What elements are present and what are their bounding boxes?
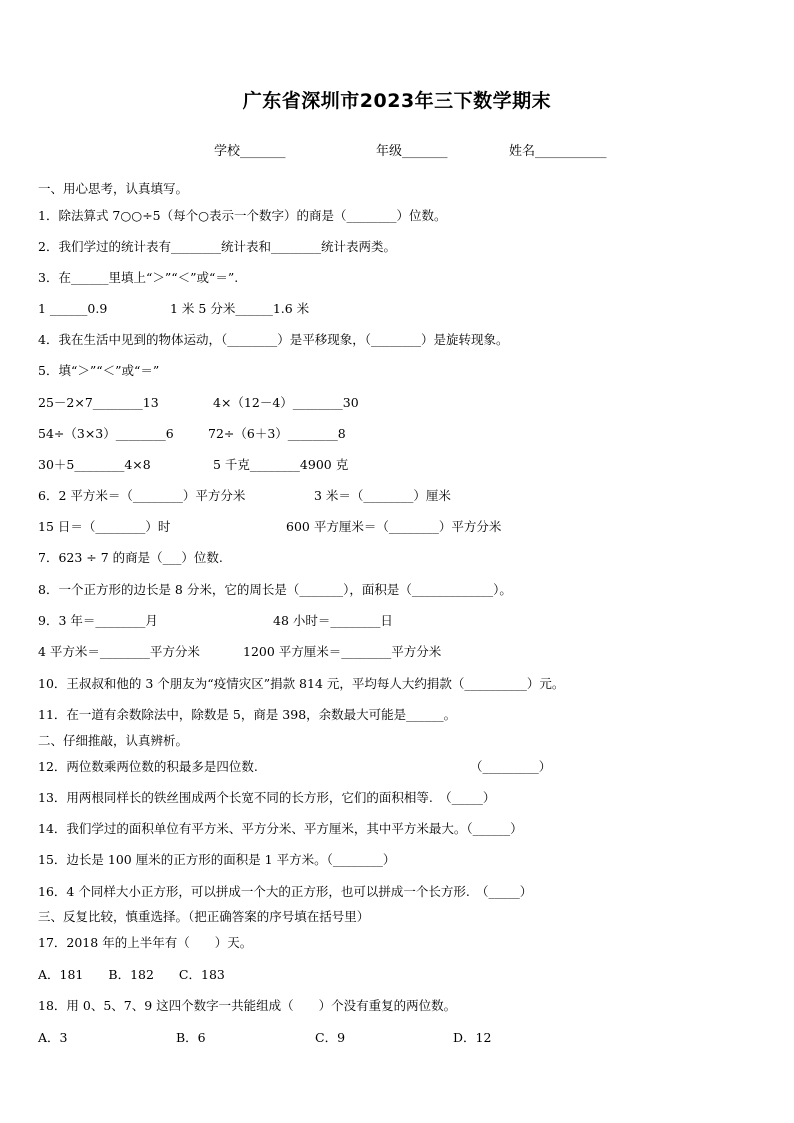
section-1-heading: 一、用心思考，认真填写。 bbox=[38, 181, 189, 196]
question-5c: 54÷（3×3）________6 bbox=[38, 426, 174, 441]
section-2-heading: 二、仔细推敲，认真辨析。 bbox=[38, 733, 189, 748]
question-14: 14．我们学过的面积单位有平方米、平方分米、平方厘米，其中平方米最大。（______） bbox=[38, 821, 523, 836]
question-5d: 72÷（6＋3）________8 bbox=[208, 426, 346, 441]
question-2: 2．我们学过的统计表有________统计表和________统计表两类。 bbox=[38, 239, 396, 254]
question-16: 16．4 个同样大小正方形，可以拼成一个大的正方形，也可以拼成一个长方形. （_____） bbox=[38, 884, 533, 899]
question-9d: 1200 平方厘米＝________平方分米 bbox=[243, 644, 442, 659]
section-3-heading: 三、反复比较，慎重选择。（把正确答案的序号填在括号里） bbox=[38, 909, 370, 924]
question-18-option-b: B．6 bbox=[176, 1030, 206, 1045]
question-8: 8．一个正方形的边长是 8 分米，它的周长是（_______），面积是（_____________）。 bbox=[38, 582, 512, 597]
question-13: 13．用两根同样长的铁丝围成两个长宽不同的长方形，它们的面积相等. （_____） bbox=[38, 790, 496, 805]
question-5: 5．填“＞”“＜”或“＝” bbox=[38, 363, 160, 378]
question-12: 12．两位数乘两位数的积最多是四位数. bbox=[38, 759, 258, 774]
question-5f: 5 千克________4900 克 bbox=[213, 457, 349, 472]
question-6c: 15 日＝（________）时 bbox=[38, 519, 171, 534]
student-info-row bbox=[0, 140, 794, 160]
question-5b: 4×（12－4）________30 bbox=[213, 395, 359, 410]
question-9b: 48 小时＝________日 bbox=[273, 613, 393, 628]
page-title: 广东省深圳市2023年三下数学期末 bbox=[242, 90, 552, 112]
question-6d: 600 平方厘米＝（________）平方分米 bbox=[286, 519, 502, 534]
question-15: 15．边长是 100 厘米的正方形的面积是 1 平方米。（________） bbox=[38, 852, 396, 867]
question-10: 10．王叔叔和他的 3 个朋友为“疫情灾区”捐款 814 元，平均每人大约捐款（__________）元。 bbox=[38, 676, 565, 691]
grade-field[interactable]: 年级_______ bbox=[376, 144, 448, 159]
question-18-option-d: D．12 bbox=[453, 1030, 492, 1045]
school-field[interactable]: 学校_______ bbox=[214, 144, 286, 159]
question-3a: 1 ______0.9 bbox=[38, 301, 108, 316]
question-11: 11．在一道有余数除法中，除数是 5，商是 398，余数最大可能是______。 bbox=[38, 707, 457, 722]
question-7: 7．623 ÷ 7 的商是（___）位数. bbox=[38, 550, 223, 565]
question-6a: 6．2 平方米＝（________）平方分米 bbox=[38, 488, 246, 503]
question-9a: 9．3 年＝________月 bbox=[38, 613, 158, 628]
question-6b: 3 米＝（________）厘米 bbox=[314, 488, 451, 503]
question-18: 18．用 0、5、7、9 这四个数字一共能组成（ ）个没有重复的两位数。 bbox=[38, 998, 457, 1013]
name-field[interactable]: 姓名___________ bbox=[509, 144, 607, 159]
question-18-option-a: A．3 bbox=[38, 1030, 68, 1045]
question-17-options: A．181 B．182 C．183 bbox=[38, 967, 225, 982]
question-5a: 25－2×7________13 bbox=[38, 395, 159, 410]
question-5e: 30＋5________4×8 bbox=[38, 457, 151, 472]
question-17: 17．2018 年的上半年有（ ）天。 bbox=[38, 935, 253, 950]
question-4: 4．我在生活中见到的物体运动，（________）是平移现象，（________）是旋转现象。 bbox=[38, 332, 509, 347]
question-3: 3．在______里填上“＞”“＜”或“＝”. bbox=[38, 270, 239, 285]
question-3b: 1 米 5 分米______1.6 米 bbox=[170, 301, 310, 316]
question-9c: 4 平方米＝________平方分米 bbox=[38, 644, 200, 659]
question-18-option-c: C．9 bbox=[315, 1030, 346, 1045]
question-1: 1．除法算式 7○○÷5（每个○表示一个数字）的商是（________）位数。 bbox=[38, 208, 447, 223]
question-12-answer[interactable]: （_________） bbox=[470, 759, 552, 774]
